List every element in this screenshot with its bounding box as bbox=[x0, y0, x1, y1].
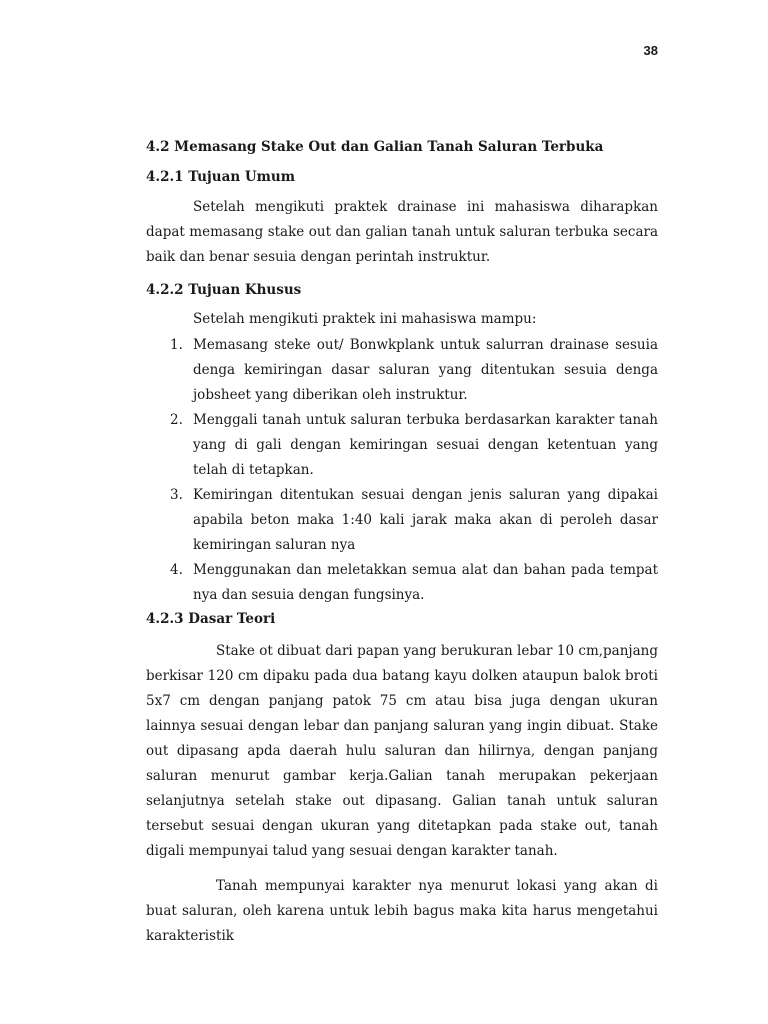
list-item-number: 4. bbox=[170, 562, 183, 578]
list-item bbox=[146, 408, 658, 483]
dasar-teori-heading: 4.2.3 Dasar Teori bbox=[146, 611, 276, 627]
list-item-text: Memasang steke out/ Bonwkplank untuk salurran drainase sesuia denga kemiringan dasar saluran yang ditentukan sesuia denga jobsheet yang diberikan oleh instruktur. bbox=[193, 337, 658, 403]
dasar-teori-paragraph: Tanah mempunyai karakter nya menurut lokasi yang akan di buat saluran, oleh karena untuk lebih bagus maka kita harus mengetahui karakteristik bbox=[146, 878, 658, 944]
list-item-number: 1. bbox=[170, 337, 183, 353]
list-item-number: 3. bbox=[170, 487, 183, 503]
page-number: 38 bbox=[643, 43, 658, 58]
tujuan-umum-paragraph: Setelah mengikuti praktek drainase ini mahasiswa diharapkan dapat memasang stake out dan galian tanah untuk saluran terbuka secara baik dan benar sesuia dengan perintah instruktur. bbox=[146, 199, 658, 265]
list-item-text: Menggali tanah untuk saluran terbuka berdasarkan karakter tanah yang di gali dengan kemiringan sesuai dengan ketentuan yang telah di tetapkan. bbox=[193, 412, 658, 478]
tujuan-khusus-intro: Setelah mengikuti praktek ini mahasiswa mampu: bbox=[193, 311, 537, 327]
tujuan-khusus-heading: 4.2.2 Tujuan Khusus bbox=[146, 282, 302, 298]
tujuan-umum-heading: 4.2.1 Tujuan Umum bbox=[146, 169, 296, 185]
list-item bbox=[146, 333, 658, 408]
dasar-teori-paragraph: Stake ot dibuat dari papan yang berukuran lebar 10 cm,panjang berkisar 120 cm dipaku pada dua batang kayu dolken ataupun balok broti 5x7 cm dengan panjang patok 75 cm atau bisa juga dengan ukuran lainnya sesuai dengan lebar dan panjang saluran yang ingin dibuat. Stake out dipasang apda daerah hulu saluran dan hilirnya, dengan panjang saluran menurut gambar kerja.Galian tanah merupakan pekerjaan selanjutnya setelah stake out dipasang. Galian tanah untuk saluran tersebut sesuai dengan ukuran yang ditetapkan pada stake out, tanah digali mempunyai talud yang sesuai dengan karakter tanah. bbox=[146, 643, 658, 859]
list-item-number: 2. bbox=[170, 412, 183, 428]
page-content bbox=[146, 136, 658, 949]
tujuan-khusus-list bbox=[146, 333, 658, 608]
list-item bbox=[146, 483, 658, 558]
section-heading: 4.2 Memasang Stake Out dan Galian Tanah Saluran Terbuka bbox=[146, 139, 604, 155]
list-item-text: Kemiringan ditentukan sesuai dengan jenis saluran yang dipakai apabila beton maka 1:40 kali jarak maka akan di peroleh dasar kemiringan saluran nya bbox=[193, 487, 658, 553]
list-item-text: Menggunakan dan meletakkan semua alat dan bahan pada tempat nya dan sesuia dengan fungsinya. bbox=[193, 562, 658, 603]
list-item bbox=[146, 558, 658, 608]
